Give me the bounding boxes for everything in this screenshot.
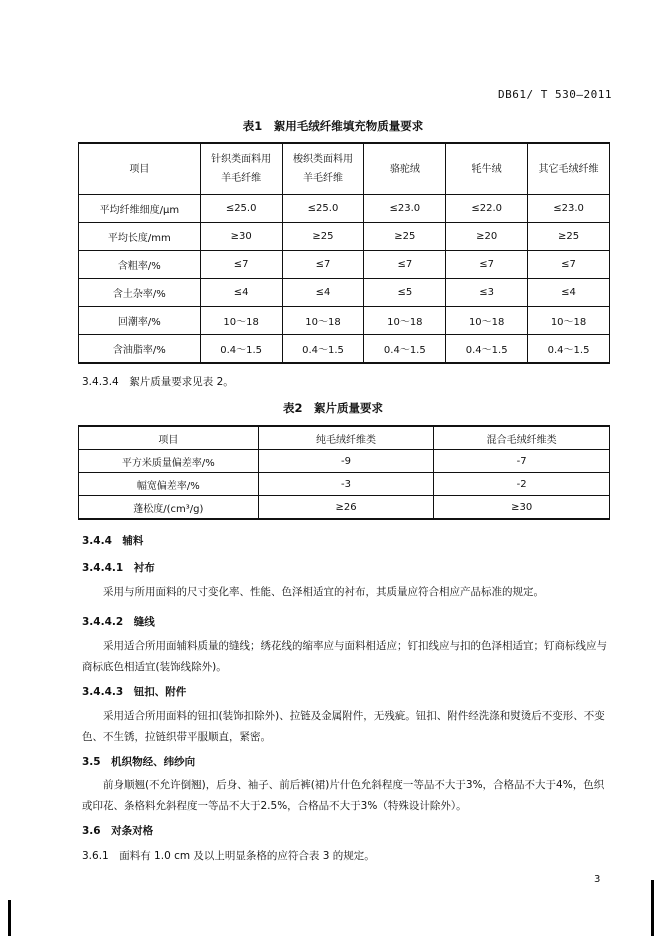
scan-edge-mark <box>651 880 654 936</box>
table-cell: 0.4～1.5 <box>282 335 364 364</box>
heading-3-4-4-2: 3.4.4.2 缝线 <box>82 616 155 628</box>
table-cell: -3 <box>258 473 434 496</box>
table-cell: 10～18 <box>200 307 282 335</box>
table-row <box>79 223 610 251</box>
table-cell: ≤25.0 <box>200 195 282 223</box>
table-cell: ≥30 <box>434 496 610 520</box>
paragraph-3-4-4-1: 采用与所用面料的尺寸变化率、性能、色泽相适宜的衬布，其质量应符合相应产品标准的规定。 <box>103 586 544 598</box>
heading-3-6: 3.6 对条对格 <box>82 825 154 837</box>
table-cell: ≤22.0 <box>446 195 528 223</box>
table1-header-row <box>79 143 610 195</box>
table-cell: ≥25 <box>528 223 610 251</box>
table-cell: 含粗率/% <box>79 251 201 279</box>
table-cell: -9 <box>258 450 434 473</box>
clause-3-4-3-4: 3.4.3.4 絮片质量要求见表 2。 <box>82 376 234 388</box>
table2-caption: 表2 絮片质量要求 <box>282 401 383 415</box>
heading-3-4-4-3: 3.4.4.3 钮扣、附件 <box>82 686 187 698</box>
table-row <box>79 279 610 307</box>
table-cell: 蓬松度/(cm³/g) <box>79 496 259 520</box>
table-row <box>79 307 610 335</box>
table-cell: ≤7 <box>364 251 446 279</box>
table-cell: 平均纤维细度/μm <box>79 195 201 223</box>
table-cell: 10～18 <box>364 307 446 335</box>
scan-edge-mark <box>8 900 11 936</box>
table-cell: 含油脂率/% <box>79 335 201 364</box>
table1-header-cell: 针织类面料用 羊毛纤维 <box>200 143 282 195</box>
table-row <box>79 450 610 473</box>
standard-number: DB61/ T 530—2011 <box>498 88 612 101</box>
table1-header-cell: 其它毛绒纤维 <box>528 143 610 195</box>
table-cell: ≥26 <box>258 496 434 520</box>
paragraph-3-5: 前身顺翘(不允许倒翘)，后身、袖子、前后裤(裙)片什色允斜程度一等品不大于3%，合格品不大于4%，色织或印花、条格料允斜程度一等品不大于2.5%，合格品不大于3%（特殊设计除外）。 <box>82 779 605 812</box>
table1-header-cell: 项目 <box>79 143 201 195</box>
table-cell: ≤7 <box>528 251 610 279</box>
paragraph-3-4-4-3: 采用适合所用面料的钮扣(装饰扣除外)、拉链及金属附件，无残疵。钮扣、附件经洗涤和熨烫后不变形、不变色、不生锈，拉链织带平服顺直，紧密。 <box>82 710 605 743</box>
table-cell: ≤25.0 <box>282 195 364 223</box>
table1-header-cell: 牦牛绒 <box>446 143 528 195</box>
table-cell: 0.4～1.5 <box>364 335 446 364</box>
table-cell: 0.4～1.5 <box>528 335 610 364</box>
table-cell: 0.4～1.5 <box>200 335 282 364</box>
table2-header-cell: 纯毛绒纤维类 <box>258 426 434 450</box>
table-cell: ≤23.0 <box>364 195 446 223</box>
table-cell: 幅宽偏差率/% <box>79 473 259 496</box>
table2 <box>78 425 610 520</box>
table-cell: ≥25 <box>364 223 446 251</box>
table-row <box>79 195 610 223</box>
table-cell: 10～18 <box>282 307 364 335</box>
table2-header-cell: 混合毛绒纤维类 <box>434 426 610 450</box>
table-cell: 含土杂率/% <box>79 279 201 307</box>
table-cell: ≥25 <box>282 223 364 251</box>
table-cell: ≥30 <box>200 223 282 251</box>
table-cell: -2 <box>434 473 610 496</box>
table-cell: 平方米质量偏差率/% <box>79 450 259 473</box>
table-row <box>79 251 610 279</box>
paragraph-3-4-4-2: 采用适合所用面辅料质量的缝线；绣花线的缩率应与面料相适应；钉扣线应与扣的色泽相适宜；钉商标线应与商标底色相适宜(装饰线除外)。 <box>82 640 607 673</box>
table-cell: ≤23.0 <box>528 195 610 223</box>
clause-3-6-1: 3.6.1 面料有 1.0 cm 及以上明显条格的应符合表 3 的规定。 <box>82 850 375 862</box>
table-cell: 0.4～1.5 <box>446 335 528 364</box>
table-cell: -7 <box>434 450 610 473</box>
table-cell: ≤7 <box>200 251 282 279</box>
table-cell: ≤7 <box>282 251 364 279</box>
table-cell: ≤4 <box>200 279 282 307</box>
table-cell: ≥20 <box>446 223 528 251</box>
table-row <box>79 335 610 364</box>
table-cell: ≤7 <box>446 251 528 279</box>
table-row <box>79 496 610 520</box>
table-cell: 平均长度/mm <box>79 223 201 251</box>
table-cell: ≤4 <box>282 279 364 307</box>
heading-3-4-4-1: 3.4.4.1 衬布 <box>82 562 155 574</box>
heading-3-5: 3.5 机织物经、纬纱向 <box>82 756 196 768</box>
page-number: 3 <box>594 874 601 885</box>
table-cell: 回潮率/% <box>79 307 201 335</box>
heading-3-4-4: 3.4.4 辅料 <box>82 535 144 547</box>
table1-caption: 表1 絮用毛绒纤维填充物质量要求 <box>242 119 424 133</box>
table2-header-row <box>79 426 610 450</box>
table-cell: 10～18 <box>528 307 610 335</box>
table2-header-cell: 项目 <box>79 426 259 450</box>
table-row <box>79 473 610 496</box>
table-cell: ≤3 <box>446 279 528 307</box>
table1-header-cell: 梭织类面料用 羊毛纤维 <box>282 143 364 195</box>
table-cell: 10～18 <box>446 307 528 335</box>
table1 <box>78 142 610 364</box>
table-cell: ≤4 <box>528 279 610 307</box>
table-cell: ≤5 <box>364 279 446 307</box>
table1-header-cell: 骆驼绒 <box>364 143 446 195</box>
